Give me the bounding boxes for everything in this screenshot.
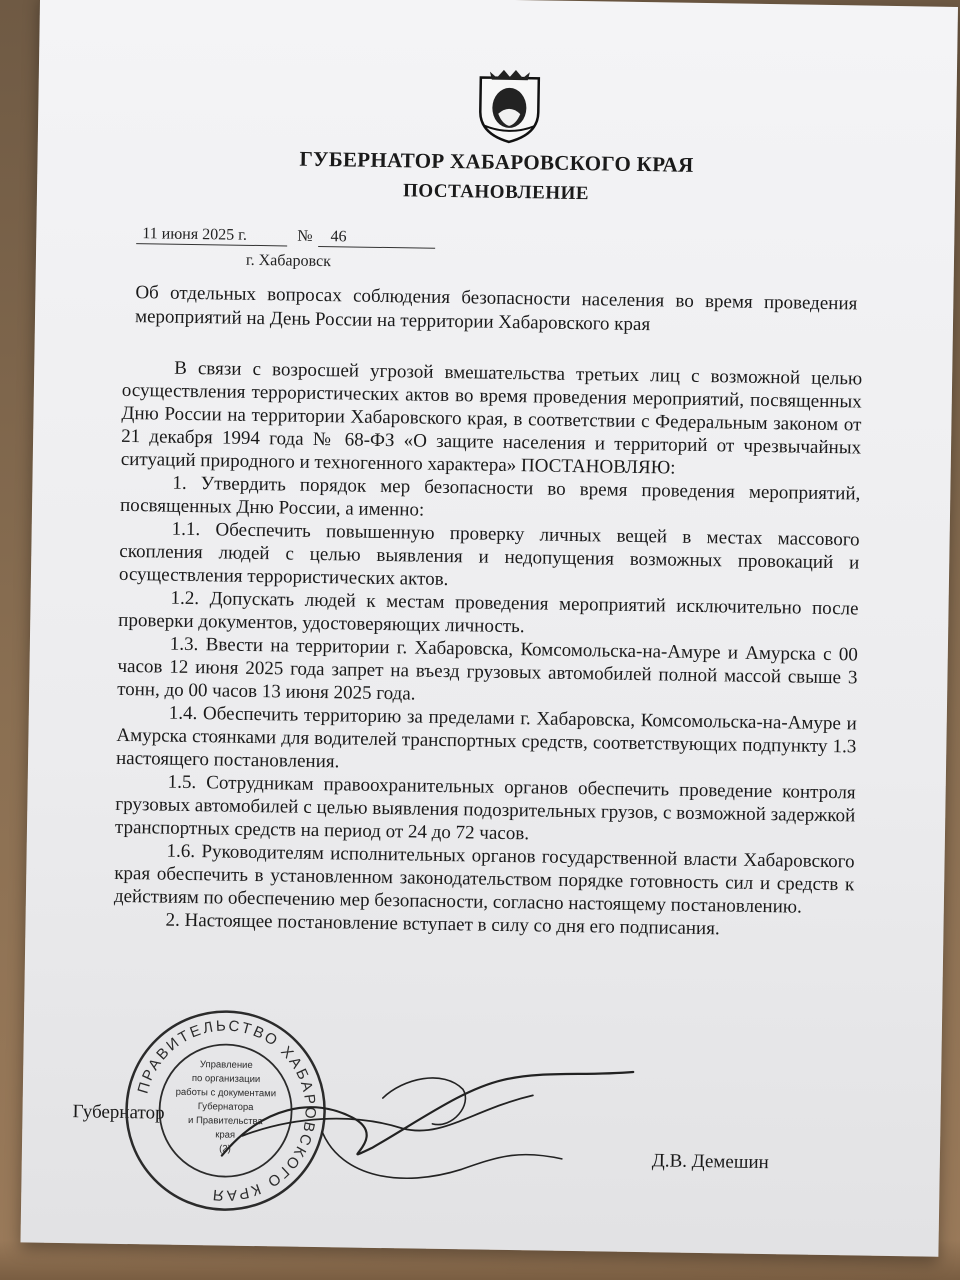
body-paragraph: 1. Утвердить порядок мер безопасности во время проведения мероприятий, посвященных Дню России, а именно: bbox=[119, 472, 861, 521]
signer-role: Губернатор bbox=[72, 1101, 165, 1124]
body-paragraph: 1.5. Сотрудникам правоохранительных органов обеспечить проведение контроля грузовых автомобилей с целью выявления подозрительных грузов, с возможной задержкой транспортных средств на период от 24 до 72 часов. bbox=[114, 771, 856, 845]
document-city: г. Хабаровск bbox=[245, 251, 332, 271]
body-paragraph: 1.2. Допускать людей к местам проведения мероприятий исключительно после проверки документов, удостоверяющих личность. bbox=[118, 587, 859, 638]
stamp-inner-line: работы с документами bbox=[175, 1086, 277, 1100]
body-paragraph: 1.3. Ввести на территории г. Хабаровска, Комсомольска-на-Амуре и Амурска с 00 часов 12 июня 2025 года запрет на въезд грузовых автомобилей полной массой свыше 3 тонн, до 00 часов 13 июня 2025 года. bbox=[117, 633, 858, 705]
document-page bbox=[20, 0, 958, 1257]
document-title: ГУБЕРНАТОР ХАБАРОВСКОГО КРАЯ bbox=[299, 146, 694, 177]
stamp-inner-line: Губернатора bbox=[197, 1101, 254, 1114]
handwritten-signature bbox=[201, 1035, 643, 1202]
stamp-inner-line: края bbox=[215, 1129, 236, 1141]
signer-name: Д.В. Демешин bbox=[651, 1150, 769, 1174]
document-body bbox=[113, 356, 862, 943]
document-date: 11 июня 2025 г. bbox=[136, 225, 287, 246]
document-number: 46 bbox=[318, 228, 435, 249]
stamp-inner-line: и Правительства bbox=[187, 1115, 263, 1128]
date-number-line bbox=[136, 225, 436, 249]
coat-of-arms-icon bbox=[476, 67, 543, 144]
stamp-inner-line: (2) bbox=[219, 1143, 231, 1155]
body-paragraph: 1.4. Обеспечить территорию за пределами г. Хабаровска, Комсомольска-на-Амуре и Амурска стоянками для водителей транспортных средств, соответствующих подпункту 1.3 настоящего постановления. bbox=[115, 702, 857, 773]
body-paragraph: 1.6. Руководителям исполнительных органов государственной власти Хабаровского края обеспечить в установленном законодательством порядке готовность сил и средств к действиям по обеспечению мер безопасности, согласно настоящему постановлению. bbox=[113, 840, 855, 918]
document-subject: Об отдельных вопросах соблюдения безопасности населения во время проведения мероприятий на День России на территории Хабаровского края bbox=[134, 282, 858, 336]
number-label: № bbox=[297, 227, 313, 245]
stamp-inner-line: Управление bbox=[199, 1059, 253, 1072]
body-paragraph: В связи с возросшей угрозой вмешательства третьих лиц с возможной целью осуществления террористических актов во время проведения мероприятий, посвященных Дню России на территории Хабаровского края, в соответствии с Федеральным законом от 21 декабря 1994 года № 68-ФЗ «О защите населения и территорий от чрезвычайных ситуаций природного и техногенного характера» ПОСТАНОВЛЯЮ: bbox=[120, 357, 863, 479]
body-paragraph: 2. Настоящее постановление вступает в силу со дня его подписания. bbox=[165, 909, 720, 940]
document-type: ПОСТАНОВЛЕНИЕ bbox=[402, 180, 590, 205]
stamp-inner-line: по организации bbox=[191, 1073, 261, 1086]
body-paragraph: 1.1. Обеспечить повышенную проверку личных вещей в местах массового скопления людей с целью выявления и недопущения возможных провокаций и осуществления террористических актов. bbox=[118, 518, 860, 591]
stamp-ring-text: ПРАВИТЕЛЬСТВО ХАБАРОВСКОГО КРАЯ bbox=[134, 1017, 319, 1204]
